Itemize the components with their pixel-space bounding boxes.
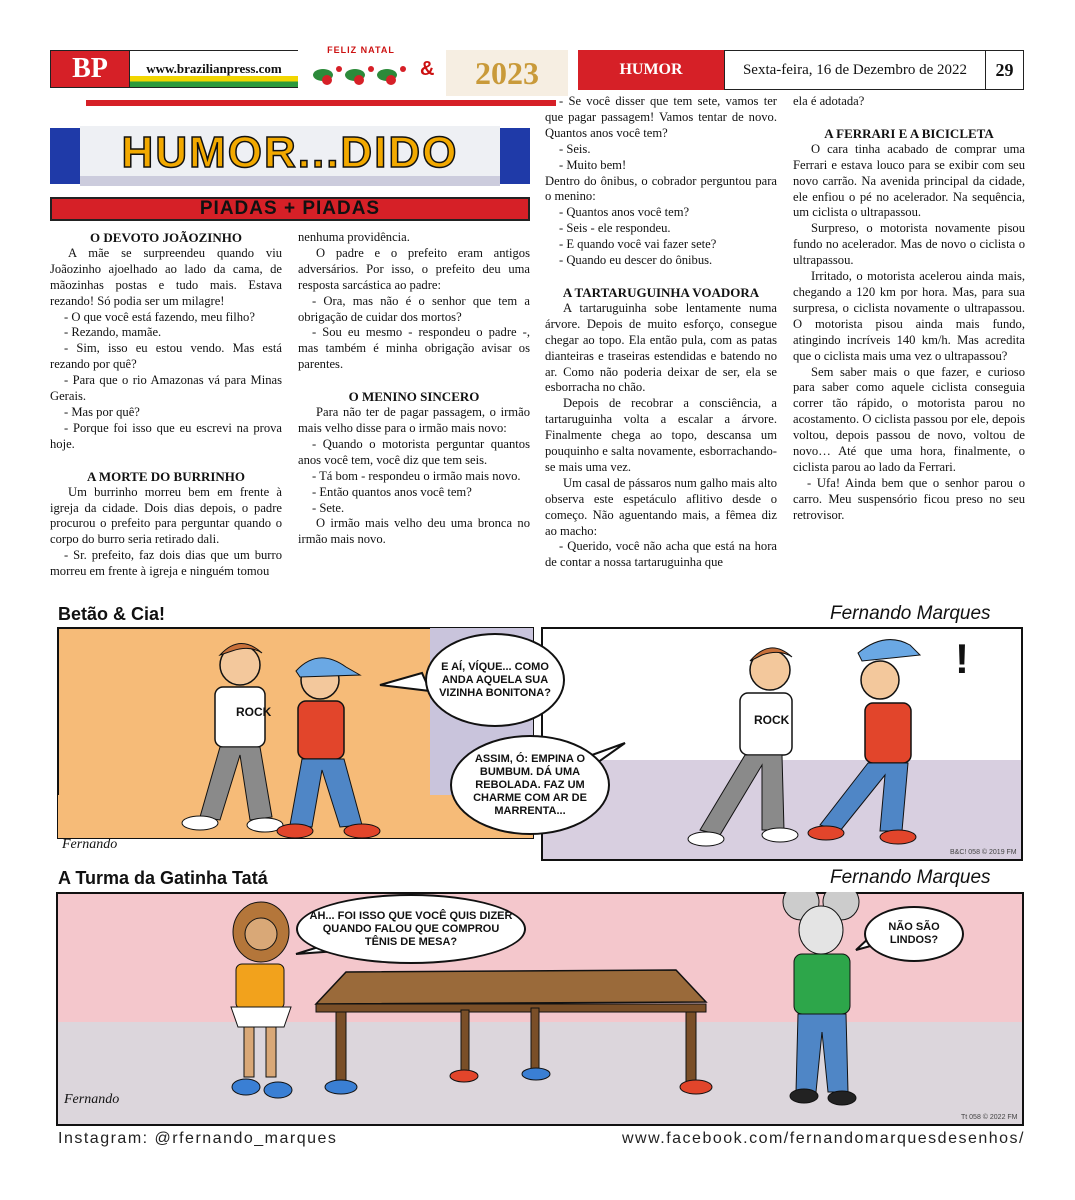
paragraph: - Muito bem! bbox=[559, 157, 627, 172]
speech-balloon: E AÍ, VÍQUE... COMO ANDA AQUELA SUA VIZINHA BONITONA? bbox=[425, 633, 565, 727]
paragraph: nenhuma providência. bbox=[298, 230, 410, 244]
paragraph: - E quando você vai fazer sete? bbox=[559, 237, 717, 252]
paragraph: Um burrinho morreu bem em frente à igreja da cidade. Dois dias depois, o padre procurou o prefeito para perguntar quando o corpo do burro seria retirado dali. bbox=[50, 484, 282, 547]
paragraph: - Rezando, mamãe. bbox=[64, 325, 162, 340]
paragraph: Depois de recobrar a consciência, a tartaruguinha volta a escalar a árvore. Finalmente chega ao topo, descansa um pouquinho e salta novamente, esborrachando-se mais uma vez. bbox=[545, 396, 777, 474]
column-2 bbox=[298, 230, 530, 548]
paragraph: - Sou eu mesmo - respondeu o padre -, mas também é minha obrigação avisar os parentes. bbox=[298, 325, 530, 372]
column-3 bbox=[545, 94, 777, 571]
piadas-bar: PIADAS + PIADAS bbox=[50, 197, 530, 221]
article-title: A TARTARUGUINHA VOADORA bbox=[562, 284, 760, 300]
paragraph: O irmão mais velho deu uma bronca no irmão mais novo. bbox=[298, 516, 530, 547]
header-rule bbox=[86, 100, 556, 106]
humor-dido-banner bbox=[50, 120, 530, 192]
paragraph: - Sim, isso eu estou vendo. Mas está rezando por quê? bbox=[50, 341, 282, 372]
paragraph: - Ora, mas não é o senhor que tem a obrigação de cuidar dos mortos? bbox=[298, 293, 530, 324]
paragraph: - Sete. bbox=[312, 500, 345, 515]
paragraph: Para não ter de pagar passagem, o irmão mais velho disse para o irmão mais novo: bbox=[298, 405, 530, 435]
comic2-strip bbox=[56, 892, 1024, 1126]
paragraph: - Tá bom - respondeu o irmão mais novo. bbox=[312, 468, 521, 483]
holly-ornament-icon bbox=[305, 55, 417, 93]
paragraph: O cara tinha acabado de comprar uma Ferrari e estava louco para se exibir com seu novo carrão. Na avenida principal da cidade, ele enfiou o pé no acelerador. Na sequência, um ciclista o ultrapassou. bbox=[793, 141, 1025, 220]
ampersand: & bbox=[420, 58, 435, 80]
paragraph: ela é adotada? bbox=[793, 94, 865, 108]
page-number: 29 bbox=[986, 50, 1024, 90]
paragraph: - Seis - ele respondeu. bbox=[559, 221, 671, 236]
brazilianpress-logo: BP bbox=[50, 50, 130, 88]
rock-shirt-text: ROCK bbox=[236, 705, 272, 719]
paragraph: Irritado, o motorista acelerou ainda mais, chegando a 120 km por hora. Mas, para sua surpresa, o ciclista novamente o ultrapassou. O motorista pisou ainda mais fundo, atingindo incríveis 140 km/h. Mas acredita que o ciclista mais uma vez o ultrapassou? bbox=[793, 269, 1025, 363]
column-1 bbox=[50, 230, 282, 580]
paragraph: - Se você disser que tem sete, vamos ter que pagar passagem! Vamos tentar de novo. Quantos anos você tem? bbox=[545, 94, 777, 140]
paragraph: - O que você está fazendo, meu filho? bbox=[64, 309, 255, 324]
artist-signature: Fernando bbox=[64, 1092, 120, 1107]
facebook-link[interactable]: www.facebook.com/fernandomarquesdesenhos/ bbox=[621, 1130, 1025, 1147]
banner-title: HUMOR...DIDO bbox=[121, 128, 459, 177]
paragraph: - Querido, você não acha que está na hora de contar a nossa tartaruguinha que bbox=[545, 539, 777, 570]
rock-shirt-text-2: ROCK bbox=[754, 713, 790, 727]
paragraph: - Mas por quê? bbox=[64, 404, 140, 419]
article-title: A FERRARI E A BICICLETA bbox=[824, 125, 994, 141]
paragraph: - Quando eu descer do ônibus. bbox=[559, 253, 713, 268]
strip-credit: B&C! 058 © 2019 FM bbox=[950, 849, 1017, 856]
artist-signature: Fernando bbox=[62, 837, 118, 852]
feliz-natal-label: FELIZ NATAL bbox=[327, 45, 395, 55]
comic1-strip bbox=[50, 625, 1025, 865]
speech-balloon: ASSIM, Ó: EMPINA O BUMBUM. DÁ UMA REBOLADA. FAZ UM CHARME COM AR DE MARRENTA... bbox=[450, 735, 610, 835]
paragraph: A mãe se surpreendeu quando viu Joãozinho ajoelhado ao lado da cama, de mãozinhas postas e tudo mais. Estava rezando! Só podia ser um milagre! bbox=[50, 245, 282, 308]
paragraph: - Sr. prefeito, faz dois dias que um burro morreu em frente à igreja e ninguém tomou bbox=[50, 548, 282, 579]
paragraph: Um casal de pássaros num galho mais alto observa este espetáculo aflitivo desde o começo. Não aguentando mais, a fêmea diz ao macho: bbox=[545, 475, 777, 538]
paragraph: - Quando o motorista perguntar quantos anos você tem, você diz que tem seis. bbox=[298, 436, 530, 467]
paragraph: - Porque foi isso que eu escrevi na prova hoje. bbox=[50, 420, 282, 451]
paragraph: - Ufa! Ainda bem que o senhor parou o carro. Meu suspensório ficou preso no seu retrovisor. bbox=[793, 475, 1025, 522]
speech-balloon: NÃO SÃO LINDOS? bbox=[864, 906, 964, 962]
comic1-title: Betão & Cia! bbox=[58, 604, 166, 624]
paragraph: Surpreso, o motorista novamente pisou fundo no acelerador. Mas de novo o ciclista o ultrapassou. bbox=[793, 221, 1025, 268]
column-4 bbox=[793, 94, 1025, 524]
comic2-title: A Turma da Gatinha Tatá bbox=[58, 868, 268, 888]
exclamation-mark: ! bbox=[955, 635, 969, 682]
comic2-author: Fernando Marques bbox=[830, 867, 991, 888]
strip-credit: Tt 058 © 2022 FM bbox=[961, 1114, 1018, 1121]
issue-date: Sexta-feira, 16 de Dezembro de 2022 bbox=[724, 50, 986, 90]
section-label: HUMOR bbox=[578, 50, 724, 90]
paragraph: - Então quantos anos você tem? bbox=[312, 484, 472, 499]
paragraph: - Para que o rio Amazonas vá para Minas Gerais. bbox=[50, 373, 282, 404]
paragraph: O padre e o prefeito eram antigos adversários. Por isso, o prefeito deu uma resposta sarcástica ao padre: bbox=[298, 245, 530, 292]
speech-balloon: AH... FOI ISSO QUE VOCÊ QUIS DIZER QUANDO FALOU QUE COMPROU TÊNIS DE MESA? bbox=[296, 894, 526, 964]
paragraph: - Quantos anos você tem? bbox=[559, 205, 690, 220]
instagram-link[interactable]: Instagram: @rfernando_marques bbox=[58, 1130, 338, 1147]
article-title: O MENINO SINCERO bbox=[348, 389, 480, 405]
article-title: A MORTE DO BURRINHO bbox=[86, 468, 246, 484]
paragraph: A tartaruguinha sobe lentamente numa árvore. Depois de muito esforço, consegue chegar ao topo. Ela então pula, com as patas dianteiras e traseiras estendidas e batendo no ar. Como não poderia deixar de ser, ela se esborracha no chão. bbox=[545, 300, 777, 395]
paragraph: - Seis. bbox=[559, 141, 591, 156]
christmas-decoration bbox=[305, 45, 417, 95]
site-url[interactable]: www.brazilianpress.com bbox=[130, 50, 298, 88]
paragraph: Dentro do ônibus, o cobrador perguntou para o menino: bbox=[545, 173, 777, 204]
article-title: O DEVOTO JOÃOZINHO bbox=[90, 230, 242, 245]
comic1-author: Fernando Marques bbox=[830, 603, 991, 624]
paragraph: Sem saber mais o que fazer, e curioso para saber como aquele ciclista conseguia correr tão rápido, o motorista parou no acostamento. O ciclista passou por ele, depois voltou, depois passou de novo, voltou de novo… Até que uma hora, finalmente, o ciclista parou ao lado da Ferrari. bbox=[793, 364, 1025, 474]
new-year-badge: 2023 bbox=[446, 50, 568, 96]
